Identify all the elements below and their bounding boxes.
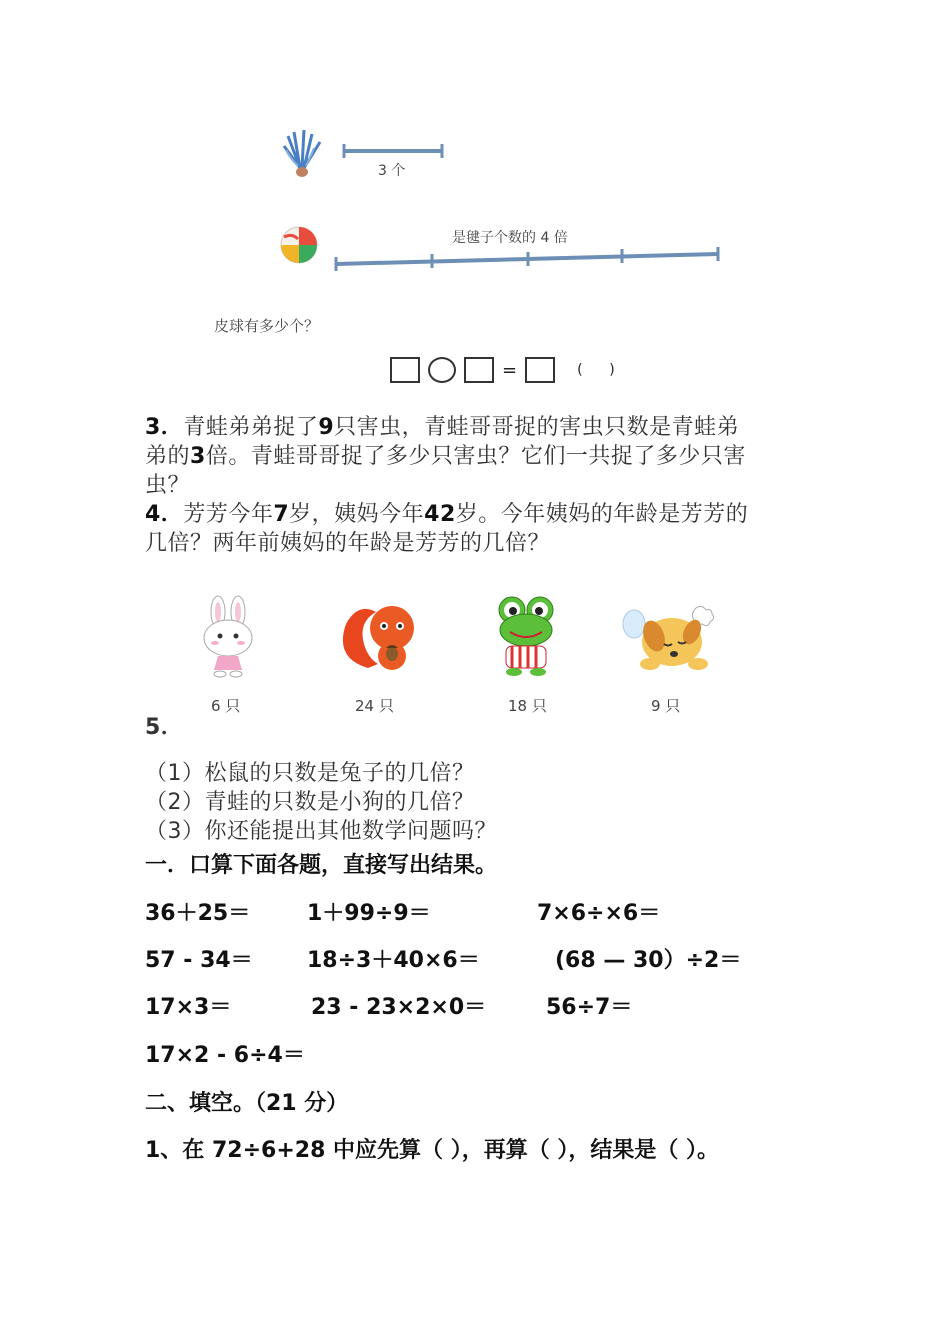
problem-5-q2: （2）青蛙的只数是小狗的几倍？ <box>145 790 475 815</box>
problem-5 <box>145 713 825 846</box>
shuttlecock-segment <box>340 140 450 160</box>
calc-r1-c1: 36＋25＝ <box>145 901 251 926</box>
problem-5-q1: （1）松鼠的只数是兔子的几倍？ <box>145 761 475 786</box>
problem-3 <box>145 413 825 500</box>
problem-4 <box>145 500 825 558</box>
calc-r3-c1: 17×3＝ <box>145 995 232 1020</box>
problem-4-line-2: 几倍？两年前姨妈的年龄是芳芳的几倍？ <box>145 531 551 556</box>
shuttlecock-icon <box>280 128 324 180</box>
answer-box[interactable] <box>464 357 494 383</box>
section-2-title: 二、填空。（21 分） <box>145 1091 349 1116</box>
shuttlecock-caption: 3 个 <box>378 163 406 179</box>
animal-count-rabbit: 6 只 <box>211 697 241 715</box>
section-1-title: 一．口算下面各题，直接写出结果。 <box>145 853 498 878</box>
animal-count-dog: 9 只 <box>651 697 681 715</box>
problem-3-line-3: 虫？ <box>145 473 191 498</box>
section-2-q1: 1、在 72÷6+28 中应先算（ ），再算（ ），结果是（ ）。 <box>145 1138 720 1163</box>
equals-sign: = <box>502 359 518 381</box>
squirrel-icon <box>338 598 420 674</box>
calc-r3-c3: 56÷7＝ <box>546 995 633 1020</box>
problem-5-number: 5． <box>145 715 184 740</box>
calc-r1-c3: 7×6÷×6＝ <box>537 901 661 926</box>
rabbit-icon <box>196 594 262 678</box>
answer-box[interactable] <box>390 357 420 383</box>
operator-circle[interactable] <box>428 357 456 383</box>
ball-segments <box>330 244 725 274</box>
ball-question: 皮球有多少个？ <box>214 317 320 335</box>
calc-r2-c1: 57 - 34＝ <box>145 948 253 973</box>
problem-5-q3: （3）你还能提出其他数学问题吗？ <box>145 819 497 844</box>
ball-icon <box>278 225 320 265</box>
calc-r4-c1: 17×2 - 6÷4＝ <box>145 1043 305 1068</box>
equation-frame <box>390 356 615 384</box>
problem-3-line-1: 3．青蛙弟弟捉了9只害虫，青蛙哥哥捉的害虫只数是青蛙弟 <box>145 415 740 440</box>
answer-box[interactable] <box>525 357 555 383</box>
calc-r2-c3: (68 — 30）÷2＝ <box>555 948 742 973</box>
problem-4-line-1: 4．芳芳今年7岁，姨妈今年42岁。今年姨妈的年龄是芳芳的 <box>145 502 749 527</box>
problem-3-line-2: 弟的3倍。青蛙哥哥捉了多少只害虫？它们一共捉了多少只害 <box>145 444 746 469</box>
dog-icon <box>620 604 716 674</box>
ball-caption: 是毽子个数的 4 倍 <box>452 230 568 246</box>
frog-icon <box>496 594 556 678</box>
unit-parentheses: ( ) <box>577 362 615 378</box>
calc-r1-c2: 1＋99÷9＝ <box>307 901 431 926</box>
animal-count-squirrel: 24 只 <box>355 697 394 715</box>
calc-r3-c2: 23 - 23×2×0＝ <box>311 995 487 1020</box>
animal-count-frog: 18 只 <box>508 697 547 715</box>
calc-r2-c2: 18÷3＋40×6＝ <box>307 948 480 973</box>
